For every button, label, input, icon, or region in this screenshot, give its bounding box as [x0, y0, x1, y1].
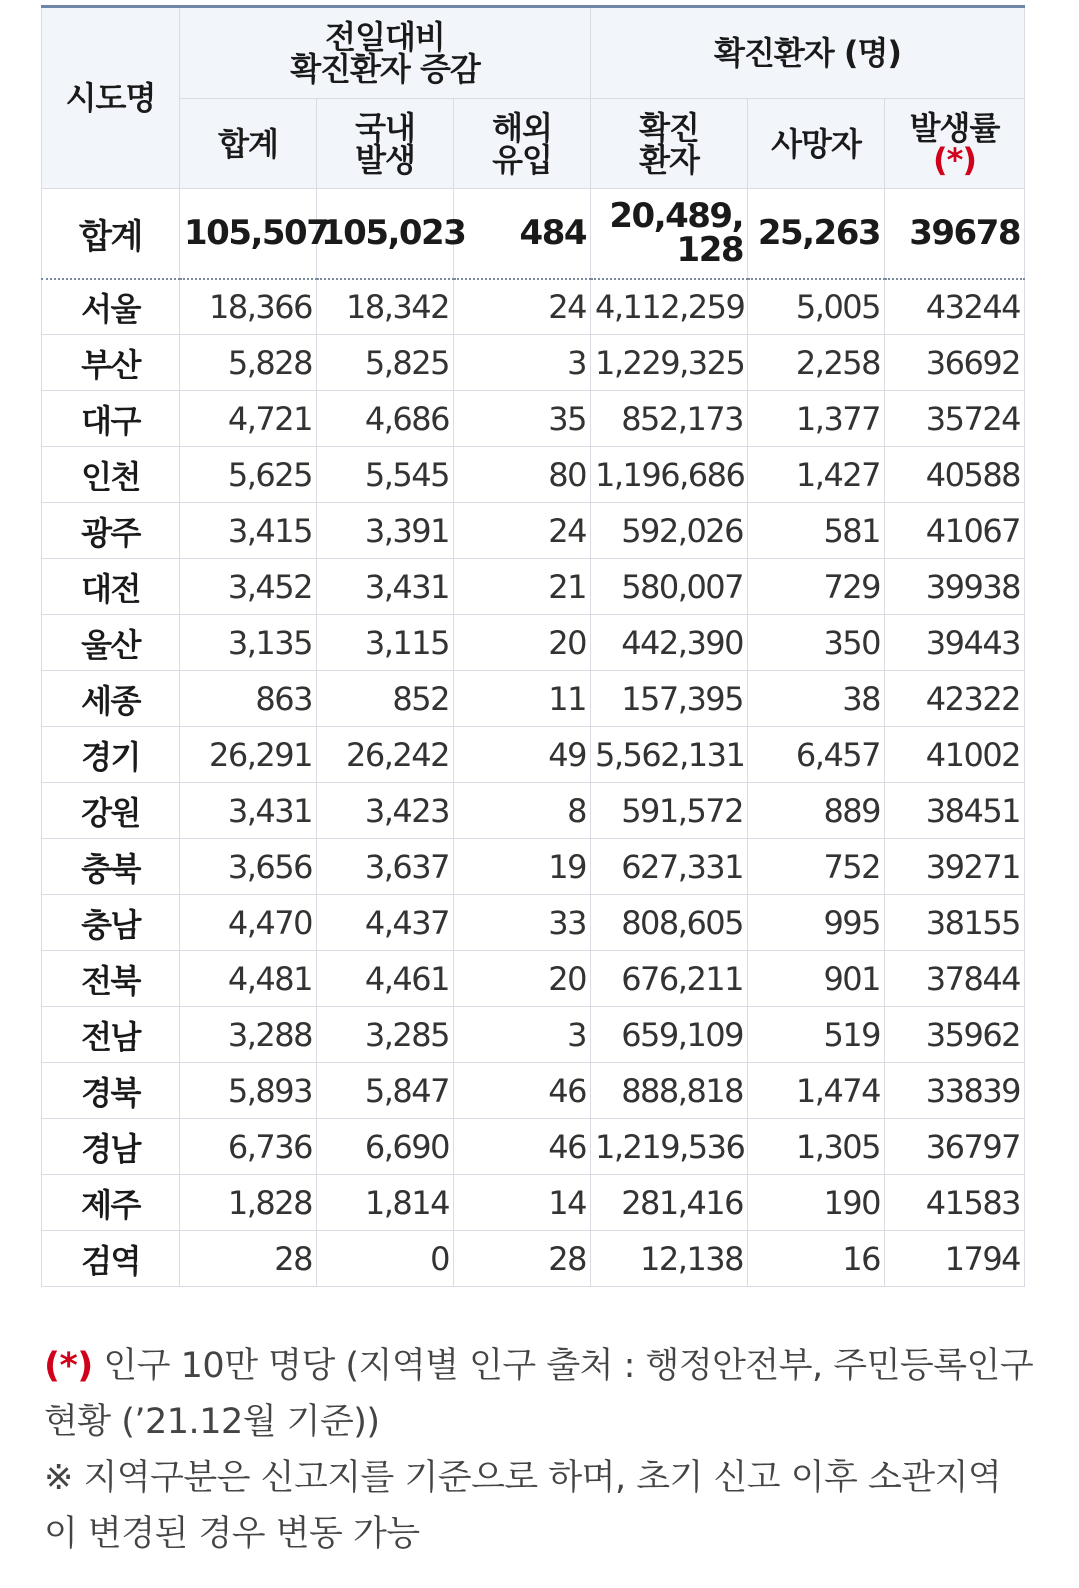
cell-rate: 42322 [885, 671, 1025, 727]
table-row [42, 1119, 1025, 1175]
cell-total: 4,470 [180, 895, 317, 951]
cell-domestic: 1,814 [317, 1175, 454, 1231]
table-row [42, 335, 1025, 391]
header-domestic: 국내 발생 [317, 99, 454, 189]
cell-region: 인천 [42, 447, 180, 503]
cell-rate: 33839 [885, 1063, 1025, 1119]
cell-rate: 35962 [885, 1007, 1025, 1063]
cell-domestic: 852 [317, 671, 454, 727]
table-row [42, 447, 1025, 503]
cell-overseas: 46 [454, 1119, 591, 1175]
cell-region: 대구 [42, 391, 180, 447]
summary-deaths: 25,263 [748, 189, 885, 279]
table-row-summary [42, 189, 1025, 279]
table-row [42, 783, 1025, 839]
cell-domestic: 18,342 [317, 279, 454, 335]
header-rate-label: 발생률 [909, 108, 1000, 147]
cell-deaths: 5,005 [748, 279, 885, 335]
cell-deaths: 889 [748, 783, 885, 839]
cell-rate: 39443 [885, 615, 1025, 671]
cell-rate: 38155 [885, 895, 1025, 951]
cell-rate: 38451 [885, 783, 1025, 839]
cell-rate: 41067 [885, 503, 1025, 559]
cell-region: 제주 [42, 1175, 180, 1231]
cell-overseas: 3 [454, 335, 591, 391]
cell-deaths: 190 [748, 1175, 885, 1231]
cell-total: 3,452 [180, 559, 317, 615]
summary-overseas: 484 [454, 189, 591, 279]
cell-deaths: 729 [748, 559, 885, 615]
cell-rate: 41002 [885, 727, 1025, 783]
summary-region: 합계 [42, 189, 180, 279]
cell-region: 충남 [42, 895, 180, 951]
table-row [42, 503, 1025, 559]
summary-confirmed: 20,489,128 [591, 189, 748, 279]
cell-overseas: 28 [454, 1231, 591, 1287]
cell-overseas: 35 [454, 391, 591, 447]
cell-domestic: 3,115 [317, 615, 454, 671]
table-row [42, 391, 1025, 447]
cell-overseas: 24 [454, 503, 591, 559]
cell-domestic: 3,391 [317, 503, 454, 559]
cell-domestic: 5,825 [317, 335, 454, 391]
cell-region: 전북 [42, 951, 180, 1007]
cell-deaths: 1,474 [748, 1063, 885, 1119]
cell-domestic: 3,423 [317, 783, 454, 839]
cell-region: 경북 [42, 1063, 180, 1119]
cell-overseas: 11 [454, 671, 591, 727]
cell-region: 광주 [42, 503, 180, 559]
cell-overseas: 19 [454, 839, 591, 895]
cell-rate: 43244 [885, 279, 1025, 335]
cell-domestic: 4,461 [317, 951, 454, 1007]
cell-region: 대전 [42, 559, 180, 615]
cell-confirmed: 676,211 [591, 951, 748, 1007]
cell-rate: 36797 [885, 1119, 1025, 1175]
cell-total: 6,736 [180, 1119, 317, 1175]
table-row [42, 1063, 1025, 1119]
cell-total: 18,366 [180, 279, 317, 335]
cell-overseas: 33 [454, 895, 591, 951]
cell-confirmed: 12,138 [591, 1231, 748, 1287]
cell-region: 부산 [42, 335, 180, 391]
summary-domestic: 105,023 [317, 189, 454, 279]
cell-domestic: 0 [317, 1231, 454, 1287]
cell-domestic: 5,545 [317, 447, 454, 503]
cell-overseas: 20 [454, 951, 591, 1007]
cell-rate: 37844 [885, 951, 1025, 1007]
table-row [42, 951, 1025, 1007]
header-total: 합계 [180, 99, 317, 189]
cell-rate: 40588 [885, 447, 1025, 503]
cell-confirmed: 580,007 [591, 559, 748, 615]
cell-region: 충북 [42, 839, 180, 895]
cell-region: 강원 [42, 783, 180, 839]
cell-deaths: 1,427 [748, 447, 885, 503]
table-row [42, 727, 1025, 783]
cell-region: 전남 [42, 1007, 180, 1063]
cell-deaths: 38 [748, 671, 885, 727]
footnote-population-text: 인구 10만 명당 (지역별 인구 출처 : 행정안전부, 주민등록인구현황 (’21.12월 기준)) [44, 1346, 1034, 1442]
cell-domestic: 3,431 [317, 559, 454, 615]
cell-total: 3,656 [180, 839, 317, 895]
cell-region: 서울 [42, 279, 180, 335]
covid-regional-table-container [41, 5, 1024, 1287]
cell-deaths: 16 [748, 1231, 885, 1287]
table-row [42, 1175, 1025, 1231]
cell-confirmed: 281,416 [591, 1175, 748, 1231]
cell-total: 3,288 [180, 1007, 317, 1063]
header-rate-mark: (*) [933, 140, 977, 179]
cell-overseas: 8 [454, 783, 591, 839]
table-row [42, 895, 1025, 951]
cell-confirmed: 4,112,259 [591, 279, 748, 335]
cell-rate: 39938 [885, 559, 1025, 615]
table-row [42, 839, 1025, 895]
cell-total: 4,721 [180, 391, 317, 447]
cell-deaths: 6,457 [748, 727, 885, 783]
header-overseas: 해외 유입 [454, 99, 591, 189]
cell-overseas: 46 [454, 1063, 591, 1119]
cell-total: 3,431 [180, 783, 317, 839]
cell-confirmed: 157,395 [591, 671, 748, 727]
cell-region: 검역 [42, 1231, 180, 1287]
footnotes [44, 1338, 1034, 1562]
cell-confirmed: 442,390 [591, 615, 748, 671]
cell-domestic: 3,637 [317, 839, 454, 895]
cell-total: 4,481 [180, 951, 317, 1007]
cell-overseas: 14 [454, 1175, 591, 1231]
cell-overseas: 24 [454, 279, 591, 335]
covid-regional-table [41, 5, 1025, 1287]
table-row [42, 1007, 1025, 1063]
cell-confirmed: 5,562,131 [591, 727, 748, 783]
header-region: 시도명 [42, 7, 180, 189]
cell-domestic: 4,686 [317, 391, 454, 447]
cell-total: 1,828 [180, 1175, 317, 1231]
cell-deaths: 350 [748, 615, 885, 671]
cell-confirmed: 1,196,686 [591, 447, 748, 503]
cell-domestic: 26,242 [317, 727, 454, 783]
cell-total: 5,625 [180, 447, 317, 503]
cell-overseas: 20 [454, 615, 591, 671]
footnote-population [44, 1338, 1034, 1450]
footnote-star: (*) [44, 1346, 93, 1386]
cell-confirmed: 888,818 [591, 1063, 748, 1119]
cell-domestic: 5,847 [317, 1063, 454, 1119]
cell-domestic: 3,285 [317, 1007, 454, 1063]
cell-region: 경남 [42, 1119, 180, 1175]
cell-confirmed: 852,173 [591, 391, 748, 447]
footnote-region-basis: ※ 지역구분은 신고지를 기준으로 하며, 초기 신고 이후 소관지역이 변경된 경우 변동 가능 [44, 1458, 1002, 1554]
cell-domestic: 4,437 [317, 895, 454, 951]
cell-total: 3,415 [180, 503, 317, 559]
cell-region: 세종 [42, 671, 180, 727]
cell-deaths: 581 [748, 503, 885, 559]
table-row [42, 559, 1025, 615]
header-daily-change: 전일대비 확진환자 증감 [180, 7, 591, 99]
cell-region: 경기 [42, 727, 180, 783]
cell-overseas: 80 [454, 447, 591, 503]
cell-confirmed: 592,026 [591, 503, 748, 559]
table-row [42, 615, 1025, 671]
cell-total: 5,828 [180, 335, 317, 391]
header-confirmed: 확진 환자 [591, 99, 748, 189]
cell-rate: 41583 [885, 1175, 1025, 1231]
cell-total: 863 [180, 671, 317, 727]
table-row [42, 1231, 1025, 1287]
cell-total: 26,291 [180, 727, 317, 783]
cell-total: 3,135 [180, 615, 317, 671]
cell-overseas: 3 [454, 1007, 591, 1063]
table-row [42, 671, 1025, 727]
cell-confirmed: 808,605 [591, 895, 748, 951]
cell-confirmed: 659,109 [591, 1007, 748, 1063]
cell-deaths: 519 [748, 1007, 885, 1063]
cell-total: 28 [180, 1231, 317, 1287]
cell-region: 울산 [42, 615, 180, 671]
cell-total: 5,893 [180, 1063, 317, 1119]
cell-confirmed: 1,229,325 [591, 335, 748, 391]
table-row [42, 279, 1025, 335]
summary-total: 105,507 [180, 189, 317, 279]
cell-overseas: 21 [454, 559, 591, 615]
cell-deaths: 901 [748, 951, 885, 1007]
cell-deaths: 1,377 [748, 391, 885, 447]
header-rate [885, 99, 1025, 189]
cell-rate: 39271 [885, 839, 1025, 895]
cell-domestic: 6,690 [317, 1119, 454, 1175]
header-deaths: 사망자 [748, 99, 885, 189]
cell-deaths: 752 [748, 839, 885, 895]
cell-rate: 1794 [885, 1231, 1025, 1287]
cell-overseas: 49 [454, 727, 591, 783]
cell-confirmed: 627,331 [591, 839, 748, 895]
cell-rate: 36692 [885, 335, 1025, 391]
cell-deaths: 995 [748, 895, 885, 951]
cell-rate: 35724 [885, 391, 1025, 447]
cell-deaths: 1,305 [748, 1119, 885, 1175]
cell-confirmed: 591,572 [591, 783, 748, 839]
cell-deaths: 2,258 [748, 335, 885, 391]
summary-rate: 39678 [885, 189, 1025, 279]
cell-confirmed: 1,219,536 [591, 1119, 748, 1175]
header-confirmed-group: 확진환자 (명) [591, 7, 1025, 99]
